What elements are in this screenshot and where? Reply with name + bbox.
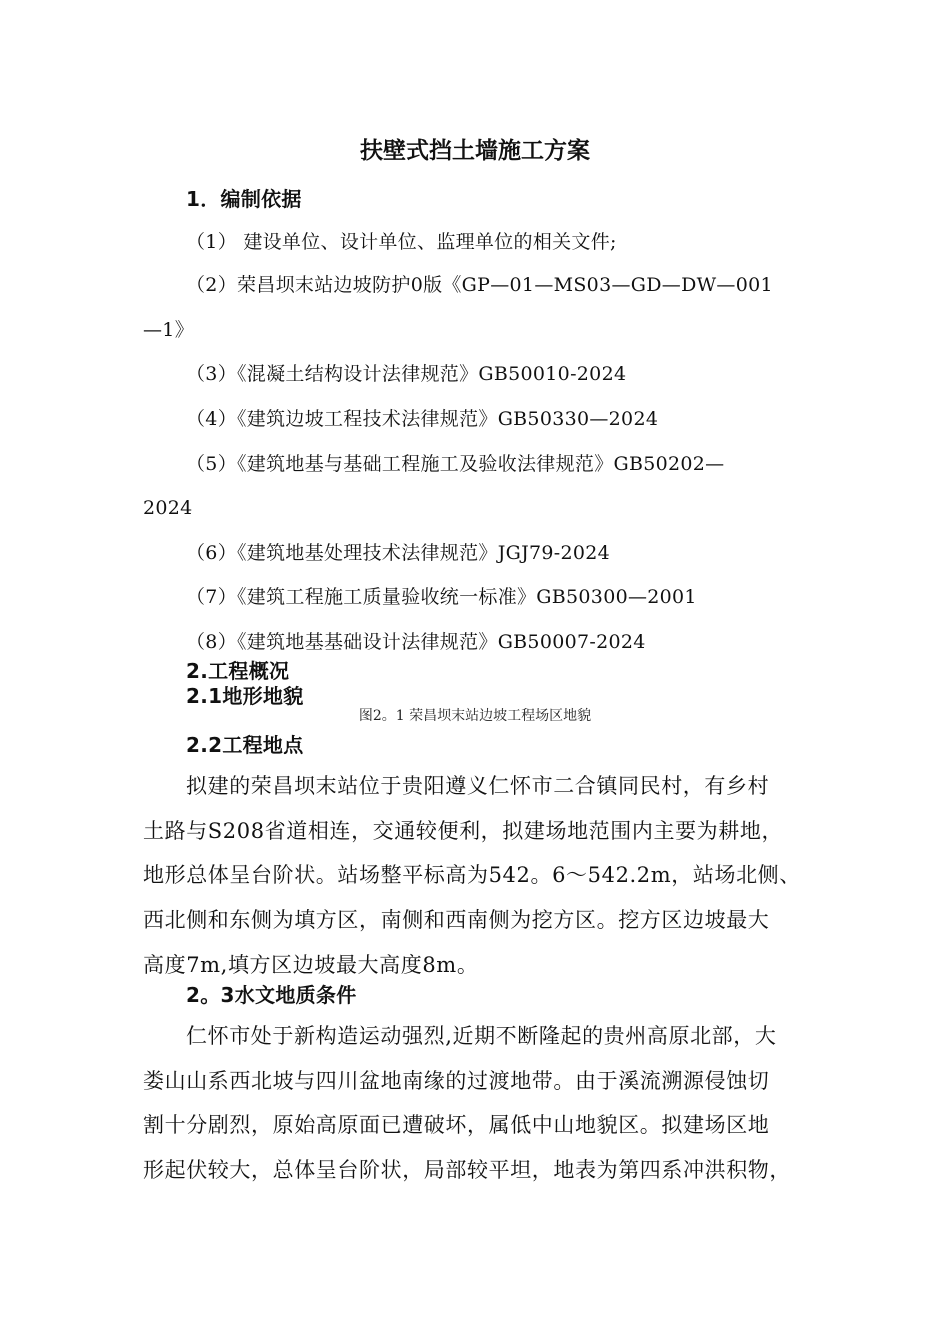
paragraph-line: 娄山山系西北坡与四川盆地南缘的过渡地带。由于溪流溯源侵蚀切 xyxy=(143,1069,770,1093)
section-2-3-heading: 2。3水文地质条件 xyxy=(186,983,357,1007)
figure-caption: 图2。1 荣昌坝末站边坡工程场区地貌 xyxy=(358,708,592,724)
reference-item-5: （5）《建筑地基与基础工程施工及验收法律规范》GB50202— xyxy=(186,453,725,475)
paragraph-line: 形起伏较大，总体呈台阶状，局部较平坦，地表为第四系冲洪积物， xyxy=(143,1158,791,1182)
paragraph-line: 拟建的荣昌坝末站位于贵阳遵义仁怀市二合镇同民村，有乡村 xyxy=(186,774,770,798)
paragraph-line: 土路与S208省道相连，交通较便利，拟建场地范围内主要为耕地， xyxy=(143,819,784,843)
reference-item-3: （3）《混凝土结构设计法律规范》GB50010-2024 xyxy=(186,363,627,385)
reference-item-4: （4）《建筑边坡工程技术法律规范》GB50330—2024 xyxy=(186,408,659,430)
section-2-1-heading: 2.1地形地貌 xyxy=(186,684,304,708)
paragraph-line: 地形总体呈台阶状。站场整平标高为542。6～542.2m，站场北侧、 xyxy=(143,863,801,887)
section-2-heading: 2.工程概况 xyxy=(186,659,290,683)
paragraph-line: 西北侧和东侧为填方区，南侧和西南侧为挖方区。挖方区边坡最大 xyxy=(143,908,770,932)
reference-item-7: （7）《建筑工程施工质量验收统一标准》GB50300—2001 xyxy=(186,586,697,608)
reference-item-6: （6）《建筑地基处理技术法律规范》JGJ79-2024 xyxy=(186,542,611,564)
paragraph-line: 割十分剧烈，原始高原面已遭破坏，属低中山地貌区。拟建场区地 xyxy=(143,1113,770,1137)
document-title: 扶壁式挡土墙施工方案 xyxy=(360,138,590,164)
section-2-2-heading: 2.2工程地点 xyxy=(186,733,304,757)
reference-item-1: （1） 建设单位、设计单位、监理单位的相关文件; xyxy=(186,231,617,253)
paragraph-line: 高度7m,填方区边坡最大高度8m。 xyxy=(143,953,479,977)
reference-item-2: （2）荣昌坝末站边坡防护0版《GP—01—MS03—GD—DW—001 xyxy=(186,274,773,296)
section-1-heading: 1．编制依据 xyxy=(186,187,302,211)
reference-item-5-continued: 2024 xyxy=(143,497,193,519)
reference-item-2-continued: —1》 xyxy=(143,319,194,341)
reference-item-8: （8）《建筑地基基础设计法律规范》GB50007-2024 xyxy=(186,631,646,653)
paragraph-line: 仁怀市处于新构造运动强烈,近期不断隆起的贵州高原北部，大 xyxy=(186,1024,777,1048)
